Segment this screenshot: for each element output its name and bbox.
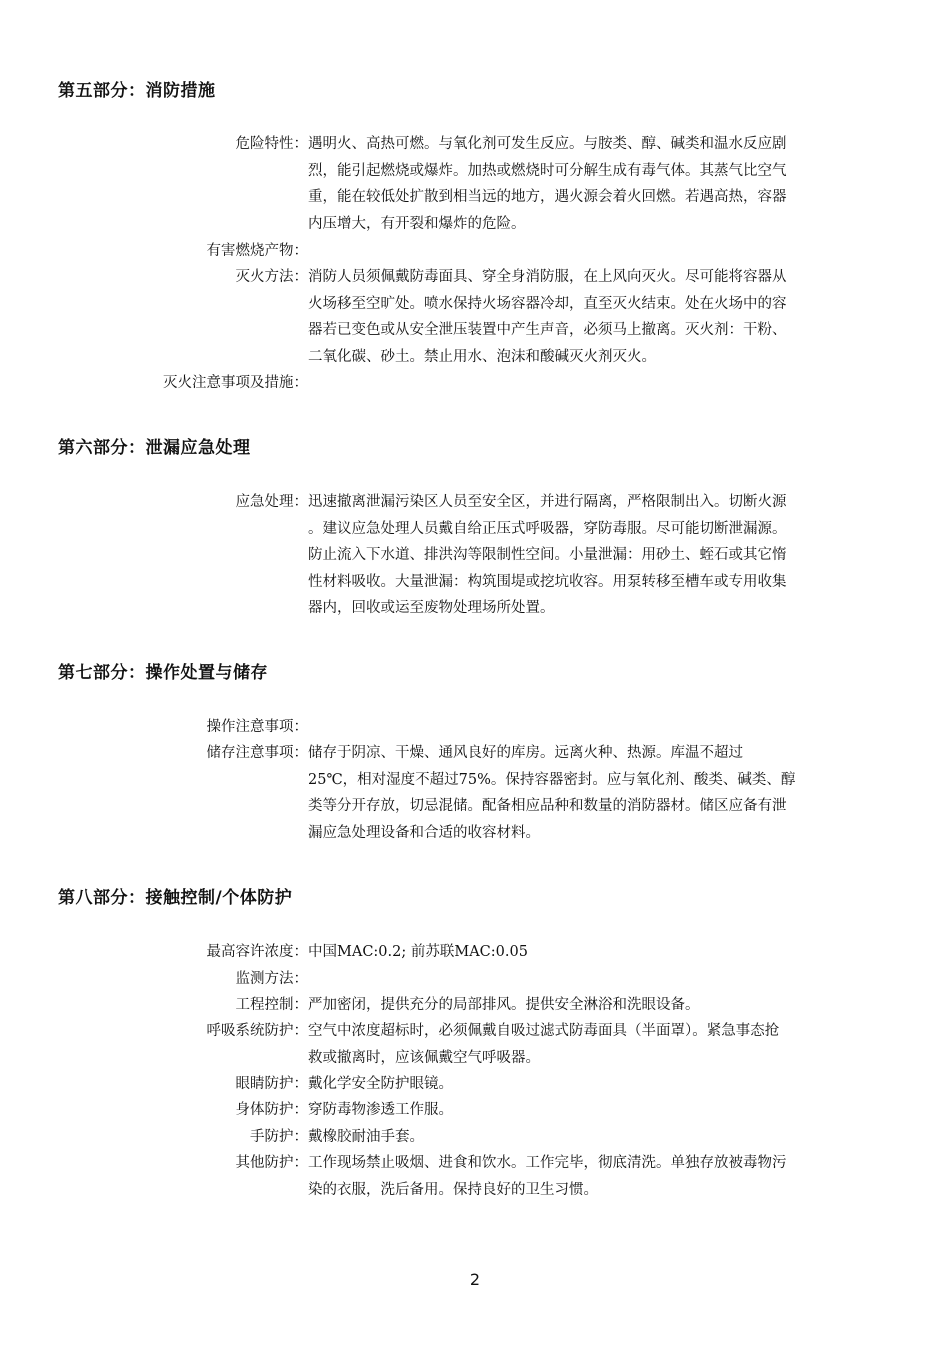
field-value xyxy=(308,264,890,370)
field-label: 最高容许浓度： xyxy=(206,944,308,960)
field-label: 工程控制： xyxy=(235,997,308,1013)
section-6-title: 第六部分：泄漏应急处理 xyxy=(58,438,251,458)
field-label: 有害燃烧产物： xyxy=(206,243,308,259)
text-line: 遇明火、高热可燃。与氧化剂可发生反应。与胺类、醇、碱类和温水反应剧 xyxy=(308,136,787,152)
text-line: 戴化学安全防护眼镜。 xyxy=(308,1076,453,1092)
text-line: 迅速撤离泄漏污染区人员至安全区，并进行隔离，严格限制出入。切断火源 xyxy=(308,494,787,510)
field-label: 手防护： xyxy=(250,1129,308,1145)
field-value xyxy=(308,939,890,966)
field-label: 灭火方法： xyxy=(235,269,308,285)
field-value xyxy=(308,1150,890,1203)
field-value xyxy=(308,489,890,622)
field-value xyxy=(308,1124,890,1151)
field-label: 呼吸系统防护： xyxy=(206,1023,308,1039)
section-5-title: 第五部分：消防措施 xyxy=(58,81,216,101)
text-line: 漏应急处理设备和合适的收容材料。 xyxy=(308,824,540,841)
text-line: 重，能在较低处扩散到相当远的地方，遇火源会着火回燃。若遇高热，容器 xyxy=(308,189,787,205)
text-line: 穿防毒物渗透工作服。 xyxy=(308,1102,453,1118)
field-label: 眼睛防护： xyxy=(235,1076,308,1092)
text-line: 储存于阴凉、干燥、通风良好的库房。远离火种、热源。库温不超过 xyxy=(308,745,743,761)
field-label: 储存注意事项： xyxy=(206,745,308,761)
field-label: 操作注意事项： xyxy=(206,719,308,735)
text-line: 严加密闭，提供充分的局部排风。提供安全淋浴和洗眼设备。 xyxy=(308,997,700,1013)
section-7-title: 第七部分：操作处置与储存 xyxy=(58,663,268,683)
field-label: 应急处理： xyxy=(235,494,308,510)
field-label: 其他防护： xyxy=(235,1155,308,1171)
page-number: 2 xyxy=(469,1270,481,1289)
field-value xyxy=(308,1097,890,1124)
field-value xyxy=(308,992,890,1019)
field-label: 监测方法： xyxy=(235,971,308,987)
text-line: 器若已变色或从安全泄压装置中产生声音，必须马上撤离。灭火剂：干粉、 xyxy=(308,322,787,338)
text-line: 消防人员须佩戴防毒面具、穿全身消防服，在上风向灭火。尽可能将容器从 xyxy=(308,269,787,285)
text-line: 二氧化碳、砂土。禁止用水、泡沫和酸碱灭火剂灭火。 xyxy=(308,348,656,365)
text-line: 中国MAC:0.2; 前苏联MAC:0.05 xyxy=(308,944,528,960)
field-value xyxy=(308,131,890,237)
field-label: 危险特性： xyxy=(235,136,308,152)
text-line: 内压增大，有开裂和爆炸的危险。 xyxy=(308,215,526,232)
field-value xyxy=(308,1071,890,1098)
field-value xyxy=(308,1018,890,1071)
text-line: 防止流入下水道、排洪沟等限制性空间。小量泄漏：用砂土、蛭石或其它惰 xyxy=(308,547,787,563)
text-line: 火场移至空旷处。喷水保持火场容器冷却，直至灭火结束。处在火场中的容 xyxy=(308,295,787,312)
field-label: 身体防护： xyxy=(235,1102,308,1118)
text-line: 器内，回收或运至废物处理场所处置。 xyxy=(308,600,555,616)
field-value xyxy=(308,740,890,846)
text-line: 空气中浓度超标时，必须佩戴自吸过滤式防毒面具（半面罩）。紧急事态抢 xyxy=(308,1023,780,1039)
text-line: 类等分开存放，切忌混储。配备相应品种和数量的消防器材。储区应备有泄 xyxy=(308,798,787,814)
text-line: 性材料吸收。大量泄漏：构筑围堤或挖坑收容。用泵转移至槽车或专用收集 xyxy=(308,573,787,590)
field-label: 灭火注意事项及措施： xyxy=(163,375,308,391)
text-line: 25℃，相对湿度不超过75%。保持容器密封。应与氧化剂、酸类、碱类、醇 xyxy=(308,771,796,788)
text-line: 工作现场禁止吸烟、进食和饮水。工作完毕，彻底清洗。单独存放被毒物污 xyxy=(308,1155,787,1171)
section-8-title: 第八部分：接触控制/个体防护 xyxy=(58,888,293,908)
text-line: 染的衣服，洗后备用。保持良好的卫生习惯。 xyxy=(308,1181,598,1198)
text-line: 救或撤离时，应该佩戴空气呼吸器。 xyxy=(308,1049,540,1066)
text-line: 戴橡胶耐油手套。 xyxy=(308,1129,424,1145)
text-line: 烈，能引起燃烧或爆炸。加热或燃烧时可分解生成有毒气体。其蒸气比空气 xyxy=(308,162,787,179)
text-line: 。建议应急处理人员戴自给正压式呼吸器，穿防毒服。尽可能切断泄漏源。 xyxy=(308,520,787,537)
